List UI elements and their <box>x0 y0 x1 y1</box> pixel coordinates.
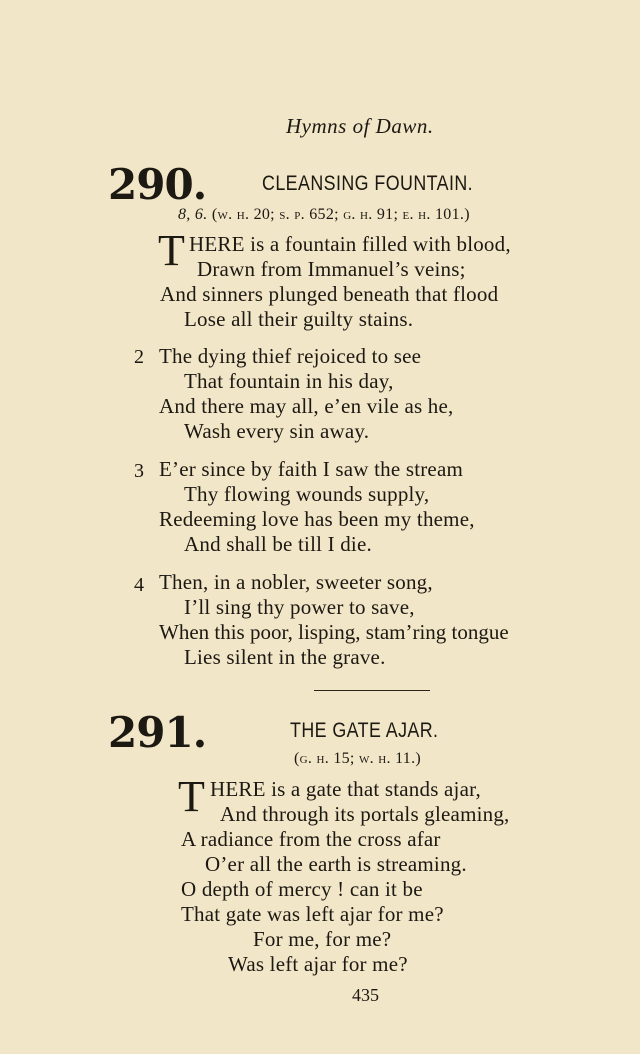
hymn-title: THE GATE AJAR. <box>290 719 439 742</box>
verse-line: Lose all their guilty stains. <box>184 307 414 331</box>
drop-cap: T <box>158 226 185 275</box>
meter-references: (w. h. 20; s. p. 652; g. h. 91; e. h. 101.) <box>211 206 470 223</box>
page-number: 435 <box>352 985 379 1005</box>
verse-line: O depth of mercy ! can it be <box>181 877 423 901</box>
verse-line: And through its portals gleaming, <box>220 802 510 826</box>
meter-signature: 8, 6. <box>178 206 208 223</box>
verse-line: That fountain in his day, <box>184 369 394 393</box>
verse-line: HERE is a gate that stands ajar, <box>210 777 481 801</box>
stanza-number: 2 <box>134 346 144 368</box>
hymn-title: CLEANSING FOUNTAIN. <box>262 172 474 195</box>
verse-line: HERE is a fountain filled with blood, <box>189 232 511 256</box>
verse-line: Lies silent in the grave. <box>184 645 386 669</box>
running-head: Hymns of Dawn. <box>286 114 434 138</box>
verse-line: For me, for me? <box>253 927 392 951</box>
meter-references: (g. h. 15; w. h. 11.) <box>294 750 422 767</box>
verse-line: That gate was left ajar for me? <box>181 902 444 926</box>
stanza-number: 3 <box>134 460 144 482</box>
verse-line: Redeeming love has been my theme, <box>159 507 475 531</box>
verse-line: The dying thief rejoiced to see <box>159 344 422 368</box>
verse-line: Then, in a nobler, sweeter song, <box>159 570 433 594</box>
verse-line: And shall be till I die. <box>184 532 372 556</box>
verse-line: I’ll sing thy power to save, <box>184 595 415 619</box>
verse-line: O’er all the earth is streaming. <box>205 852 467 876</box>
verse-line: A radiance from the cross afar <box>181 827 441 851</box>
verse-line: Thy flowing wounds supply, <box>184 482 430 506</box>
verse-line: Was left ajar for me? <box>228 952 408 976</box>
drop-cap: T <box>178 772 205 821</box>
verse-line: Drawn from Immanuel’s veins; <box>197 257 466 281</box>
stanza-number: 4 <box>134 574 144 596</box>
verse-line: When this poor, lisping, stam’ring tongue <box>159 620 509 644</box>
hymn-number: 290. <box>108 160 207 209</box>
section-divider <box>314 690 430 691</box>
verse-line: Wash every sin away. <box>184 419 370 443</box>
verse-line: And there may all, e’en vile as he, <box>159 394 454 418</box>
hymn-number: 291. <box>108 708 207 757</box>
verse-line: And sinners plunged beneath that flood <box>160 282 499 306</box>
hymn-meter <box>178 206 470 224</box>
verse-line: E’er since by faith I saw the stream <box>159 457 463 481</box>
